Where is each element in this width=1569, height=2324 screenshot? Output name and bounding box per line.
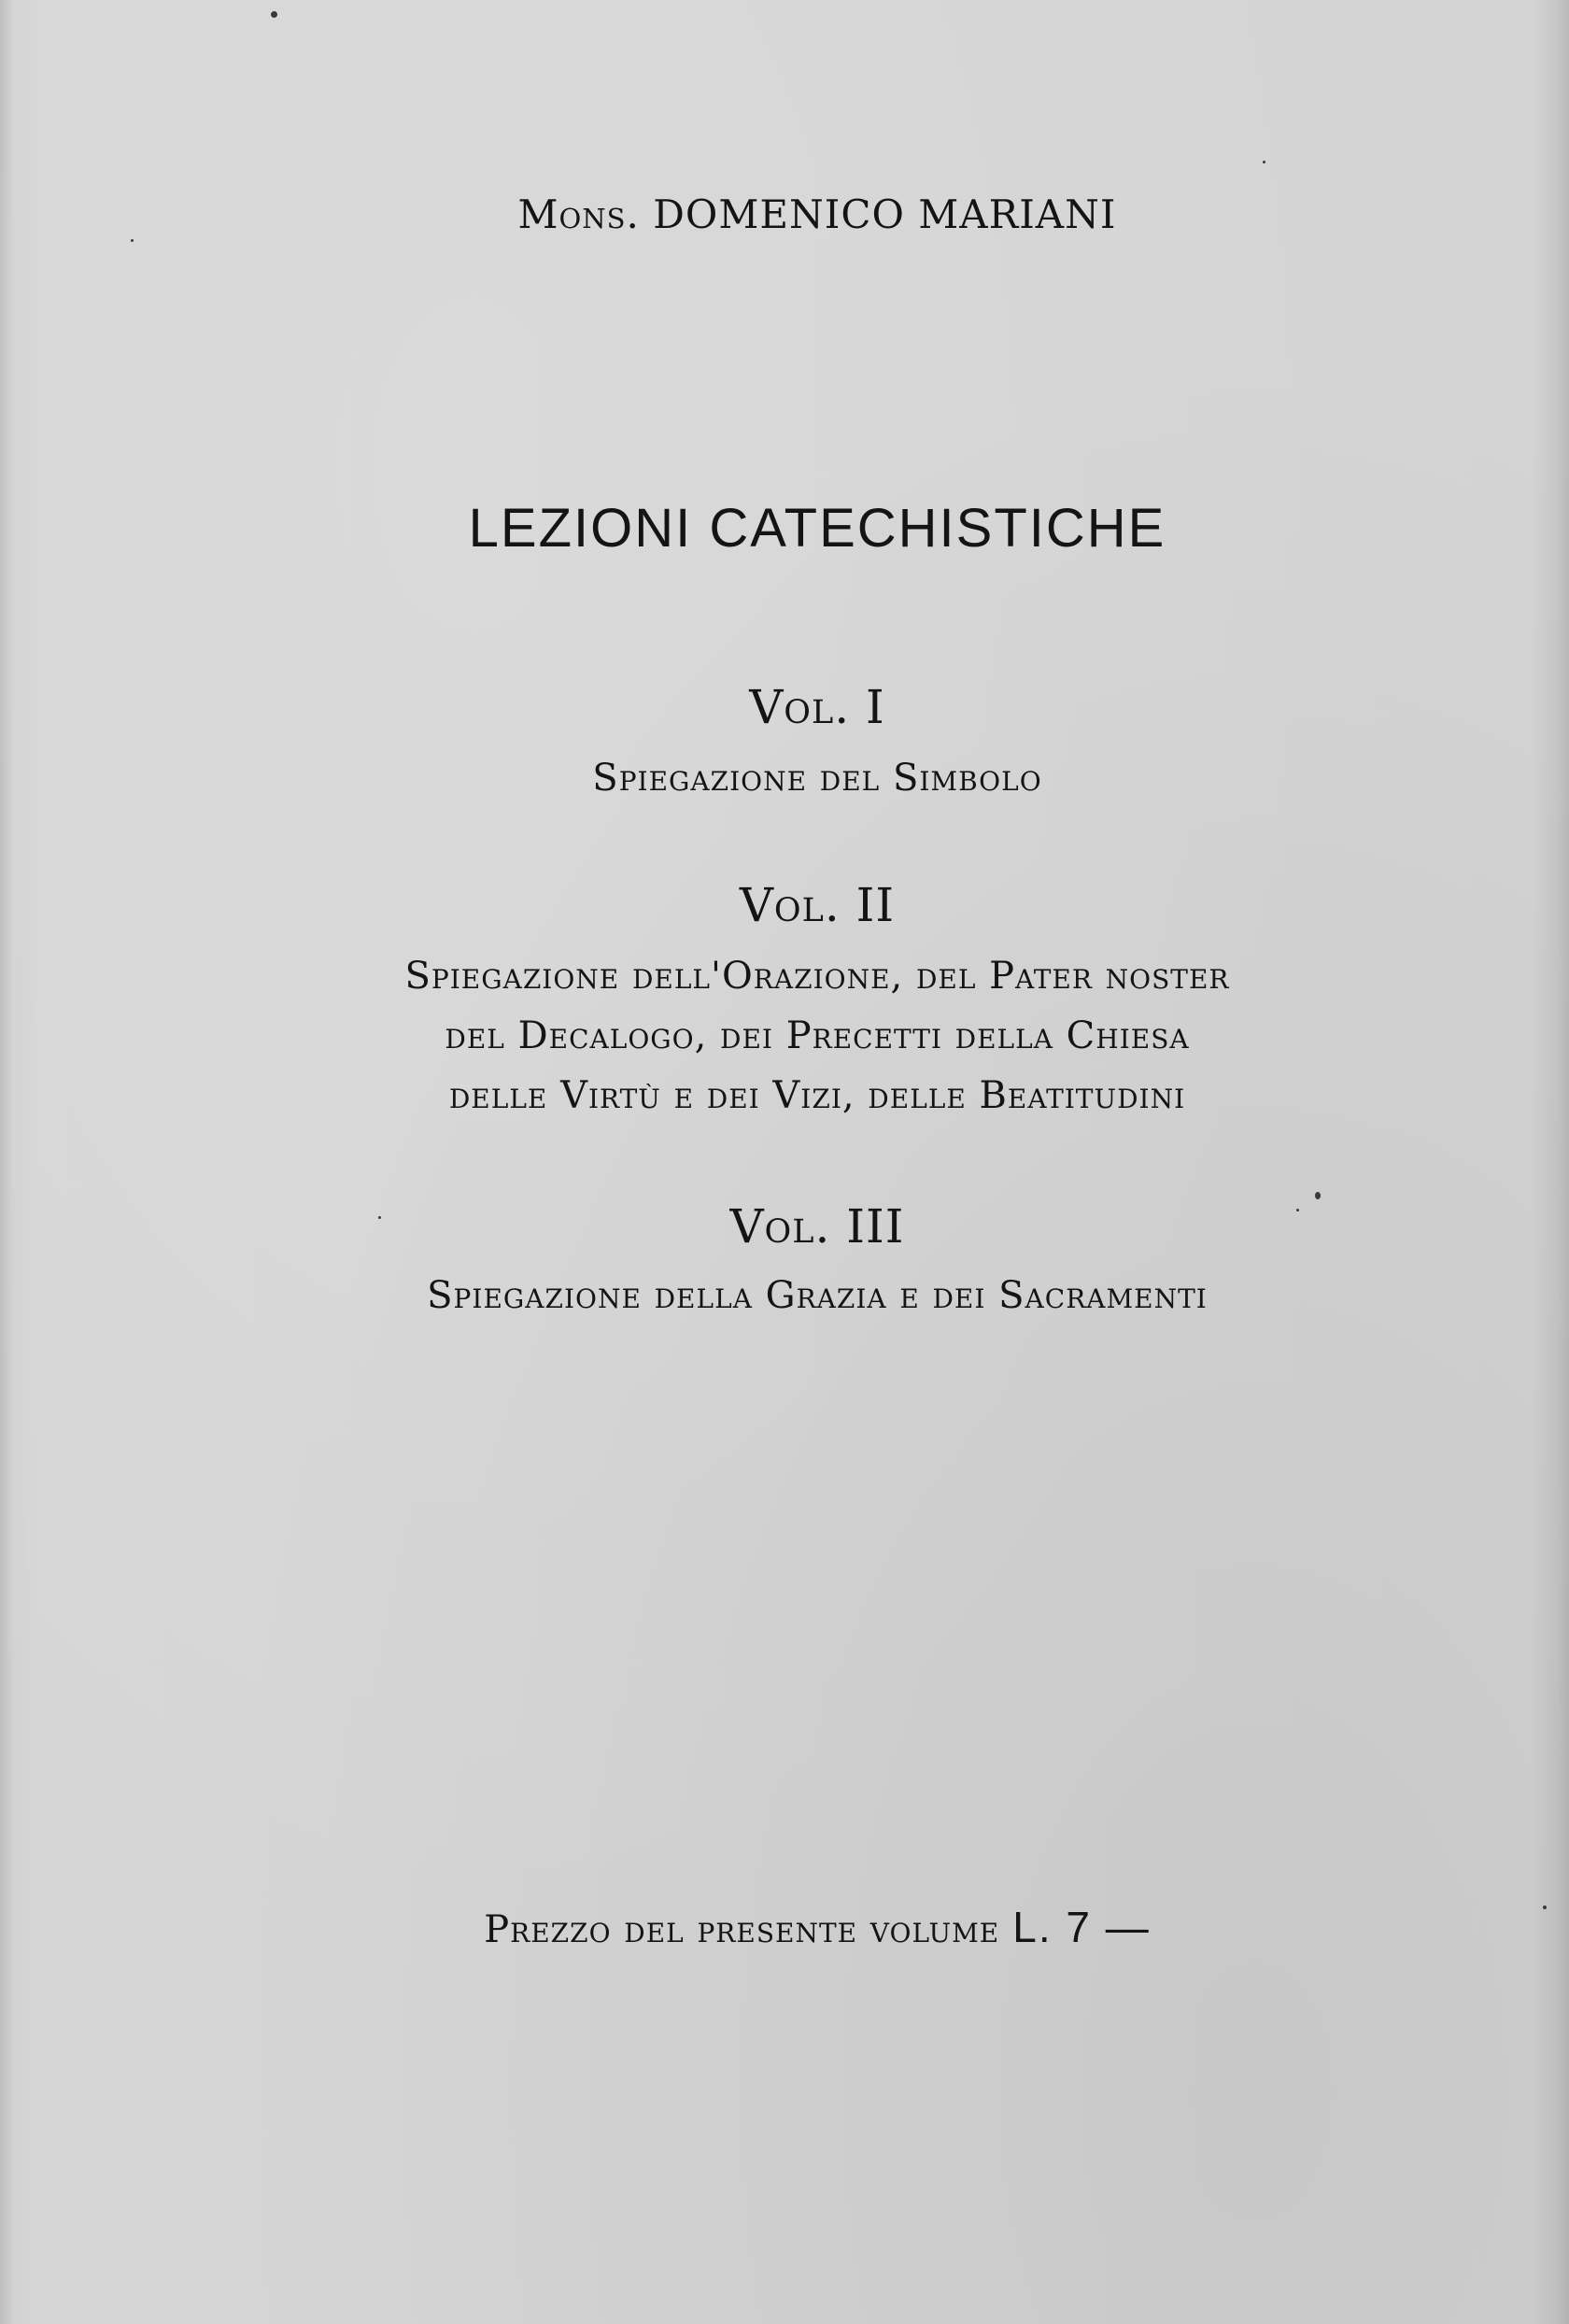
volume-2-description-line-1: Spiegazione dell'Orazione, del Pater noster	[404, 955, 1230, 998]
volume-2-label: Vol. II	[739, 878, 896, 932]
author-name: Mons. DOMENICO MARIANI	[517, 191, 1117, 237]
paper-speck	[1315, 1192, 1321, 1199]
volume-1-description: Spiegazione del Simbolo	[592, 757, 1042, 800]
book-title: LEZIONI CATECHISTICHE	[468, 498, 1166, 559]
price-line	[0, 1902, 1569, 1952]
price-amount: L. 7 —	[1012, 1903, 1151, 1951]
paper-speck	[1296, 1209, 1299, 1212]
volume-3-description: Spiegazione della Grazia e dei Sacramenti	[427, 1274, 1208, 1317]
paper-speck	[378, 1216, 381, 1219]
paper-speck	[1263, 161, 1265, 163]
price-label: Prezzo del presente volume	[484, 1908, 1000, 1951]
volume-1-label: Vol. I	[749, 680, 885, 734]
volume-2-description-line-2: del Decalogo, dei Precetti della Chiesa	[445, 1014, 1190, 1057]
volume-2-description-line-3: delle Virtù e dei Vizi, delle Beatitudini	[448, 1074, 1186, 1117]
paper-speck	[271, 11, 277, 18]
volume-3-label: Vol. III	[729, 1199, 905, 1254]
paper-speck	[1543, 1906, 1547, 1909]
paper-speck	[131, 239, 134, 242]
